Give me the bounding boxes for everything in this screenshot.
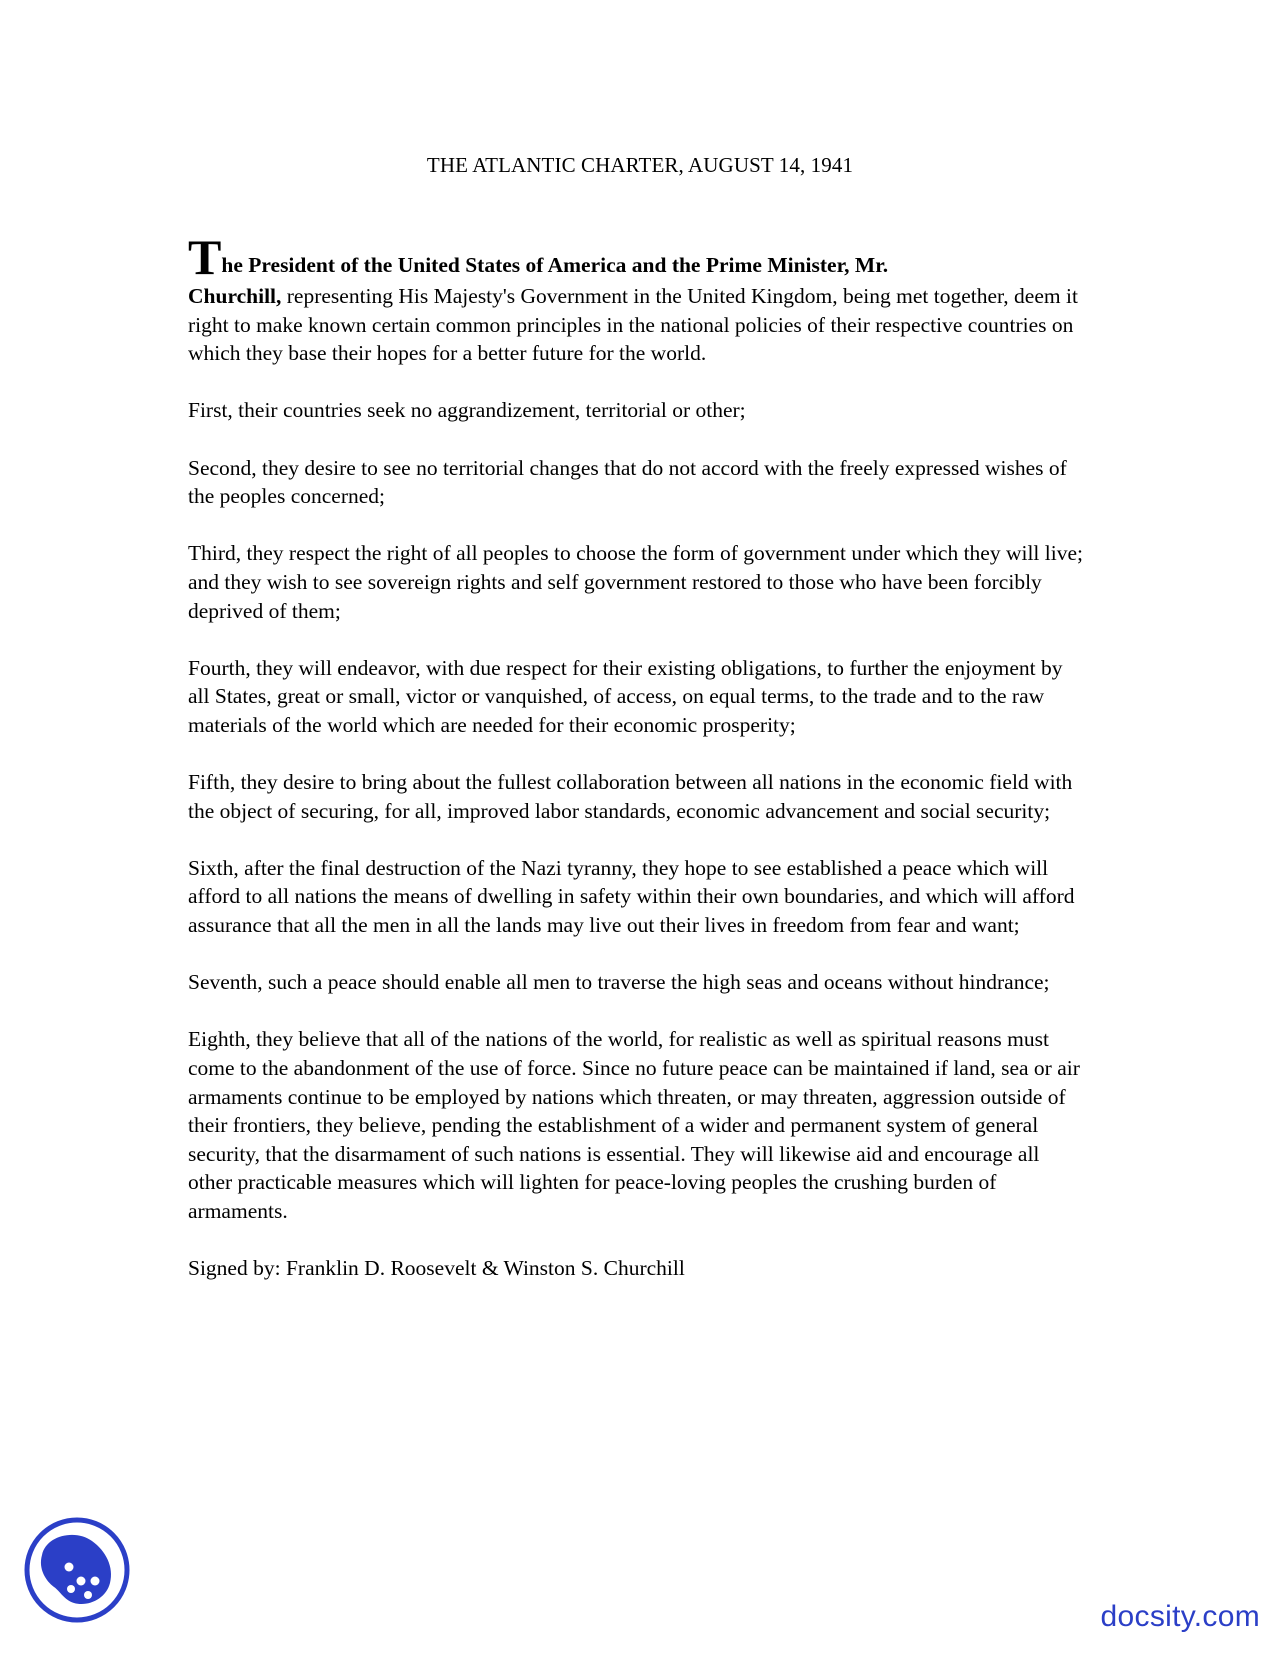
signature-line: Signed by: Franklin D. Roosevelt & Winston S. Churchill: [188, 1256, 685, 1281]
drop-cap: T: [188, 229, 222, 285]
paragraph-second: Second, they desire to see no territorial changes that do not accord with the freely expressed wishes of the peoples concerned;: [188, 455, 1067, 509]
intro-text: representing His Majesty's Government in the United Kingdom, being met together, deem it right to make known certain common principles in the national policies of their respective countries on which they base their hopes for a better future for the world.: [188, 284, 1078, 366]
docsity-logo-icon[interactable]: [24, 1517, 130, 1623]
document-title: THE ATLANTIC CHARTER, AUGUST 14, 1941: [426, 153, 854, 177]
intro-bold-lead-2: Churchill,: [188, 284, 282, 308]
paragraph-fourth: Fourth, they will endeavor, with due respect for their existing obligations, to further the enjoyment by all States, great or small, victor or vanquished, of access, on equal terms, to the trade and to the raw materials of the world which are needed for their economic prosperity;: [188, 655, 1063, 737]
paragraph-first: First, their countries seek no aggrandizement, territorial or other;: [188, 398, 746, 423]
intro-paragraph: [188, 229, 1088, 368]
docsity-brand-link[interactable]: docsity.com: [1100, 1600, 1260, 1633]
intro-bold-lead: he President of the United States of America and the Prime Minister, Mr.: [221, 253, 889, 277]
paragraph-third: Third, they respect the right of all peoples to choose the form of government under which they will live; and they wish to see sovereign rights and self government restored to those who have been forcibly deprived of them;: [188, 541, 1083, 623]
paragraph-seventh: Seventh, such a peace should enable all men to traverse the high seas and oceans without hindrance;: [188, 970, 1050, 995]
paragraph-eighth: Eighth, they believe that all of the nations of the world, for realistic as well as spiritual reasons must come to the abandonment of the use of force. Since no future peace can be maintained if land, sea or air armaments continue to be employed by nations which threaten, or may threaten, aggression outside of their frontiers, they believe, pending the establishment of a wider and permanent system of general security, that the disarmament of such nations is essential. They will likewise aid and encourage all other practicable measures which will lighten for peace-loving peoples the crushing burden of armaments.: [188, 1027, 1080, 1223]
paragraph-fifth: Fifth, they desire to bring about the fullest collaboration between all nations in the economic field with the object of securing, for all, improved labor standards, economic advancement and social security;: [188, 770, 1073, 823]
docsity-logo-graphic: [24, 1517, 130, 1623]
paragraph-sixth: Sixth, after the final destruction of the Nazi tyranny, they hope to see established a peace which will afford to all nations the means of dwelling in safety within their own boundaries, and which will afford assurance that all the men in all the lands may live out their lives in freedom from fear and want;: [188, 855, 1075, 938]
document-body: [188, 229, 1088, 1311]
